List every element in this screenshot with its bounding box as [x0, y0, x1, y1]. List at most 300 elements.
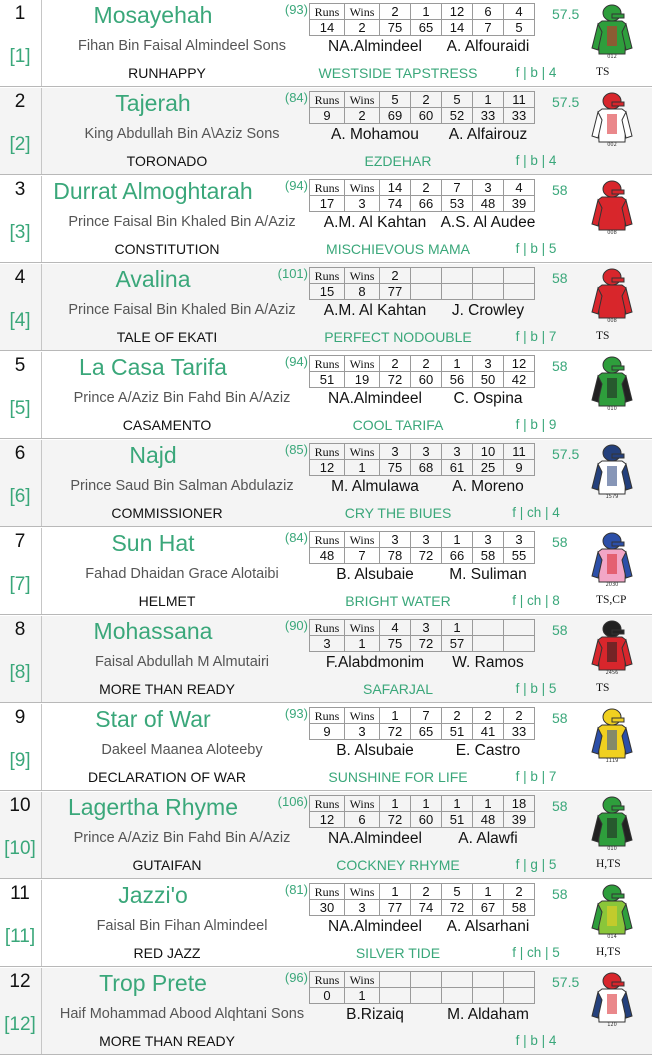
svg-text:002: 002 [607, 142, 617, 148]
stat-cell [504, 284, 535, 300]
jockey-name[interactable]: NA.Almindeel [328, 830, 422, 847]
form-info: f | b | 4 [515, 1033, 557, 1048]
stat-cell [504, 636, 535, 652]
runner-row[interactable] [0, 704, 652, 791]
draw-number: [10] [4, 838, 36, 859]
draw-number: [7] [9, 574, 31, 595]
stat-cell: 1 [345, 988, 380, 1004]
wins-label: Wins [345, 356, 380, 372]
stat-cell: 33 [504, 724, 535, 740]
silk-icon [588, 532, 636, 588]
stat-cell [473, 636, 504, 652]
stat-cell: 17 [310, 196, 345, 212]
svg-text:1579: 1579 [605, 494, 619, 500]
silk-icon [588, 4, 636, 60]
svg-text:010: 010 [607, 846, 617, 852]
stat-cell: 30 [310, 900, 345, 916]
owner-name: Faisal Abdullah M Almutairi [94, 654, 270, 670]
stat-cell: 4 [504, 180, 535, 196]
stat-cell: 72 [411, 636, 442, 652]
svg-text:008: 008 [607, 230, 617, 236]
sire-name: CASAMENTO [122, 417, 212, 433]
stat-cell: 8 [345, 284, 380, 300]
horse-name[interactable]: Lagertha Rhyme [67, 794, 239, 820]
weight: 58 [552, 622, 568, 638]
stat-cell: 75 [380, 636, 411, 652]
form-info: f | b | 9 [515, 417, 557, 432]
jockey-silk-icon [588, 356, 636, 412]
runner-number: 12 [9, 971, 31, 992]
horse-name[interactable]: Tajerah [115, 90, 191, 116]
form-info: f | b | 7 [515, 329, 557, 344]
stat-cell: 77 [380, 900, 411, 916]
trainer-name[interactable]: M. Aldaham [447, 1006, 529, 1023]
stat-cell: 5 [380, 92, 411, 108]
owner-name: Haif Mohammad Abood Alqhtani Sons [59, 1006, 305, 1022]
stat-cell: 67 [473, 900, 504, 916]
stat-cell [473, 284, 504, 300]
horse-name[interactable]: Mosayehah [93, 2, 213, 28]
svg-text:008: 008 [607, 318, 617, 324]
trainer-name[interactable]: A.S. Al Audee [440, 214, 536, 231]
stat-cell: 9 [310, 108, 345, 124]
runner-row[interactable] [0, 88, 652, 175]
stats-table [309, 971, 535, 1004]
stat-cell [442, 268, 473, 284]
svg-text:010: 010 [607, 406, 617, 412]
equipment: H,TS [596, 858, 621, 870]
stat-cell: 1 [380, 796, 411, 812]
horse-name[interactable]: Najd [129, 442, 177, 468]
jockey-silk-icon [588, 708, 636, 764]
weight: 58 [552, 270, 568, 286]
equipment: TS [596, 66, 610, 78]
horse-name[interactable]: Jazzi'o [118, 882, 188, 908]
form-info: f | b | 5 [515, 681, 557, 696]
stat-cell: 58 [473, 548, 504, 564]
jockey-name[interactable]: B. Alsubaie [336, 742, 414, 759]
runner-number: 1 [14, 3, 26, 24]
jockey-name[interactable]: A. Mohamou [331, 126, 419, 143]
stat-cell [411, 972, 442, 988]
horse-name[interactable]: Mohassana [93, 618, 213, 644]
stat-cell: 2 [473, 708, 504, 724]
weight: 58 [552, 358, 568, 374]
sire-name: CONSTITUTION [114, 241, 220, 257]
stat-cell [473, 268, 504, 284]
trainer-name[interactable]: M. Suliman [449, 566, 527, 583]
stat-cell: 60 [411, 108, 442, 124]
owner-name: Prince Faisal Bin Khaled Bin A/Aziz [68, 302, 296, 318]
stat-cell: 2 [380, 268, 411, 284]
stat-cell: 72 [380, 724, 411, 740]
draw-number: [9] [9, 750, 31, 771]
weight: 57.5 [552, 6, 580, 22]
stat-cell: 18 [504, 796, 535, 812]
rating: (84) [284, 530, 308, 545]
dam-name: WESTSIDE TAPSTRESS [318, 65, 478, 81]
stat-cell: 72 [411, 548, 442, 564]
stat-cell: 1 [473, 92, 504, 108]
wins-label: Wins [345, 4, 380, 20]
form-info: f | g | 5 [515, 857, 557, 872]
weight: 57.5 [552, 446, 580, 462]
dam-name: EZDEHAR [364, 153, 432, 169]
sire-name: TALE OF EKATI [116, 329, 218, 345]
runner-number: 4 [14, 267, 26, 288]
svg-text:1119: 1119 [605, 758, 619, 764]
stat-cell: 3 [473, 356, 504, 372]
silk-icon [588, 92, 636, 148]
runs-label: Runs [310, 708, 345, 724]
stat-cell: 1 [442, 356, 473, 372]
runs-label: Runs [310, 4, 345, 20]
jockey-name[interactable]: B.Rizaiq [346, 1006, 404, 1023]
trainer-name[interactable]: J. Crowley [451, 302, 525, 319]
stat-cell: 74 [380, 196, 411, 212]
runner-row[interactable] [0, 0, 652, 87]
runner-row[interactable] [0, 880, 652, 967]
horse-name[interactable]: La Casa Tarifa [79, 354, 227, 380]
silk-icon [588, 444, 636, 500]
stat-cell: 12 [442, 4, 473, 20]
draw-number: [8] [9, 662, 31, 683]
runner-row[interactable] [0, 264, 652, 351]
runs-label: Runs [310, 356, 345, 372]
stat-cell: 69 [380, 108, 411, 124]
stat-cell: 19 [345, 372, 380, 388]
sire-name: RUNHAPPY [128, 65, 206, 81]
stat-cell: 1 [442, 620, 473, 636]
stat-cell: 65 [411, 724, 442, 740]
stat-cell: 14 [442, 20, 473, 36]
dam-name: BRIGHT WATER [345, 593, 451, 609]
form-info: f | ch | 4 [512, 505, 560, 520]
runs-label: Runs [310, 92, 345, 108]
stat-cell: 61 [442, 460, 473, 476]
stat-cell: 1 [473, 884, 504, 900]
rating: (90) [284, 618, 308, 633]
stat-cell: 15 [310, 284, 345, 300]
stat-cell: 3 [473, 532, 504, 548]
stat-cell: 2 [411, 180, 442, 196]
stat-cell: 1 [442, 532, 473, 548]
wins-label: Wins [345, 268, 380, 284]
stats-table [309, 91, 535, 124]
draw-number: [4] [9, 310, 31, 331]
stat-cell: 11 [504, 92, 535, 108]
stat-cell: 3 [345, 724, 380, 740]
stat-cell: 48 [310, 548, 345, 564]
stat-cell [504, 620, 535, 636]
stat-cell: 2 [345, 20, 380, 36]
rating: (84) [284, 90, 308, 105]
runner-number: 9 [14, 707, 26, 728]
trainer-name[interactable]: W. Ramos [452, 654, 524, 671]
stat-cell: 12 [310, 812, 345, 828]
form-info: f | b | 7 [515, 769, 557, 784]
stat-cell: 77 [380, 284, 411, 300]
trainer-name[interactable]: C. Ospina [453, 390, 523, 407]
svg-text:2456: 2456 [605, 670, 619, 676]
owner-name: Dakeel Maanea Aloteeby [101, 742, 263, 758]
stat-cell: 3 [411, 532, 442, 548]
silk-icon [588, 796, 636, 852]
jockey-name[interactable]: A.M. Al Kahtan [323, 214, 427, 231]
stat-cell [442, 972, 473, 988]
sire-name: HELMET [138, 593, 196, 609]
runner-row[interactable] [0, 528, 652, 615]
wins-label: Wins [345, 180, 380, 196]
jockey-silk-icon [588, 268, 636, 324]
stat-cell: 57 [442, 636, 473, 652]
stat-cell [504, 268, 535, 284]
stat-cell: 66 [411, 196, 442, 212]
stat-cell: 3 [473, 180, 504, 196]
stat-cell [504, 972, 535, 988]
stat-cell: 33 [504, 108, 535, 124]
stat-cell: 25 [473, 460, 504, 476]
stat-cell: 3 [345, 900, 380, 916]
stat-cell: 14 [310, 20, 345, 36]
wins-label: Wins [345, 92, 380, 108]
runs-label: Runs [310, 180, 345, 196]
stat-cell: 1 [442, 796, 473, 812]
trainer-name[interactable]: E. Castro [455, 742, 521, 759]
trainer-name[interactable]: A. Alfouraidi [446, 38, 530, 55]
jockey-name[interactable]: NA.Almindeel [328, 918, 422, 935]
stat-cell: 1 [380, 708, 411, 724]
runs-label: Runs [310, 796, 345, 812]
weight: 57.5 [552, 974, 580, 990]
stat-cell: 3 [310, 636, 345, 652]
stat-cell: 1 [411, 4, 442, 20]
stat-cell [473, 988, 504, 1004]
dam-name: SUNSHINE FOR LIFE [328, 769, 468, 785]
sire-name: RED JAZZ [133, 945, 201, 961]
stats-table [309, 443, 535, 476]
sire-name: DECLARATION OF WAR [88, 769, 246, 785]
stat-cell: 51 [442, 812, 473, 828]
stat-cell: 2 [345, 108, 380, 124]
stat-cell: 2 [411, 884, 442, 900]
runner-number: 6 [14, 443, 26, 464]
silk-icon [588, 180, 636, 236]
stat-cell: 60 [411, 812, 442, 828]
stat-cell: 74 [411, 900, 442, 916]
jockey-name[interactable]: NA.Almindeel [328, 390, 422, 407]
stat-cell: 7 [345, 548, 380, 564]
jockey-silk-icon [588, 92, 636, 148]
rating: (93) [284, 706, 308, 721]
horse-name[interactable]: Trop Prete [99, 970, 207, 996]
equipment: TS [596, 682, 610, 694]
stats-table [309, 267, 535, 300]
runner-number: 11 [10, 883, 30, 904]
stat-cell: 3 [380, 444, 411, 460]
jockey-silk-icon [588, 532, 636, 588]
runs-label: Runs [310, 620, 345, 636]
stat-cell: 3 [442, 444, 473, 460]
runner-row[interactable] [0, 352, 652, 439]
jockey-name[interactable]: M. Almulawa [331, 478, 419, 495]
dam-name: COOL TARIFA [352, 417, 444, 433]
wins-label: Wins [345, 972, 380, 988]
wins-label: Wins [345, 708, 380, 724]
stat-cell [473, 620, 504, 636]
owner-name: King Abdullah Bin A\Aziz Sons [84, 126, 280, 142]
stat-cell [473, 972, 504, 988]
horse-name[interactable]: Sun Hat [111, 530, 195, 556]
stat-cell: 2 [380, 356, 411, 372]
sire-name: TORONADO [126, 153, 208, 169]
runner-row[interactable] [0, 792, 652, 879]
jockey-name[interactable]: B. Alsubaie [336, 566, 414, 583]
owner-name: Fihan Bin Faisal Almindeel Sons [78, 38, 286, 54]
stat-cell: 6 [473, 4, 504, 20]
horse-name[interactable]: Star of War [95, 706, 211, 732]
rating: (106) [277, 794, 308, 809]
runs-label: Runs [310, 972, 345, 988]
equipment: TS,CP [596, 594, 627, 606]
stat-cell: 7 [473, 20, 504, 36]
stat-cell: 2 [411, 92, 442, 108]
dam-name: SILVER TIDE [355, 945, 441, 961]
stat-cell: 48 [473, 812, 504, 828]
stats-table [309, 179, 535, 212]
rating: (94) [284, 354, 308, 369]
sire-name: MORE THAN READY [99, 681, 235, 697]
runner-row[interactable] [0, 440, 652, 527]
stat-cell: 3 [411, 620, 442, 636]
draw-number: [5] [9, 398, 31, 419]
trainer-name[interactable]: A. Alfairouz [448, 126, 528, 143]
form-info: f | b | 4 [515, 153, 557, 168]
stat-cell: 0 [310, 988, 345, 1004]
jockey-name[interactable]: NA.Almindeel [328, 38, 422, 55]
stat-cell: 4 [504, 4, 535, 20]
draw-number: [1] [9, 46, 31, 67]
runner-number: 2 [14, 91, 26, 112]
runner-row[interactable] [0, 176, 652, 263]
draw-number: [3] [9, 222, 31, 243]
stat-cell: 4 [380, 620, 411, 636]
form-info: f | b | 5 [515, 241, 557, 256]
runner-row[interactable] [0, 968, 652, 1055]
equipment: H,TS [596, 946, 621, 958]
stat-cell: 33 [473, 108, 504, 124]
owner-name: Prince A/Aziz Bin Fahd Bin A/Aziz [73, 830, 291, 846]
stats-table [309, 3, 535, 36]
stat-cell: 72 [380, 812, 411, 828]
stat-cell: 3 [380, 532, 411, 548]
stat-cell: 12 [310, 460, 345, 476]
rating: (94) [284, 178, 308, 193]
owner-name: Prince Saud Bin Salman Abdulaziz [70, 478, 294, 494]
dam-name: MISCHIEVOUS MAMA [326, 241, 470, 257]
sire-name: GUTAIFAN [132, 857, 202, 873]
draw-number: [2] [9, 134, 31, 155]
stat-cell [442, 284, 473, 300]
weight: 58 [552, 710, 568, 726]
stat-cell: 39 [504, 196, 535, 212]
stats-table [309, 707, 535, 740]
stat-cell: 2 [504, 708, 535, 724]
silk-icon [588, 620, 636, 676]
weight: 58 [552, 886, 568, 902]
stat-cell: 75 [380, 460, 411, 476]
runner-number: 10 [9, 795, 31, 816]
stat-cell: 1 [380, 884, 411, 900]
horse-name[interactable]: Durrat Almoghtarah [53, 178, 253, 204]
dam-name: COCKNEY RHYME [336, 857, 460, 873]
owner-name: Prince Faisal Bin Khaled Bin A/Aziz [68, 214, 296, 230]
draw-number: [11] [4, 926, 36, 947]
silk-icon [588, 884, 636, 940]
runner-number: 7 [14, 531, 26, 552]
svg-text:120: 120 [607, 1022, 617, 1028]
dam-name: PERFECT NODOUBLE [324, 329, 472, 345]
stat-cell: 56 [442, 372, 473, 388]
jockey-silk-icon [588, 620, 636, 676]
divider [0, 1052, 652, 1056]
stat-cell: 1 [345, 636, 380, 652]
stat-cell: 41 [473, 724, 504, 740]
runner-row[interactable] [0, 616, 652, 703]
silk-icon [588, 356, 636, 412]
rating: (96) [284, 970, 308, 985]
stat-cell [442, 988, 473, 1004]
stat-cell [411, 988, 442, 1004]
stat-cell: 50 [473, 372, 504, 388]
horse-name[interactable]: Avalina [115, 266, 191, 292]
stat-cell: 11 [504, 444, 535, 460]
stat-cell [411, 284, 442, 300]
stat-cell: 9 [504, 460, 535, 476]
jockey-name[interactable]: A.M. Al Kahtan [323, 302, 427, 319]
rating: (81) [284, 882, 308, 897]
stat-cell: 1 [411, 796, 442, 812]
stat-cell: 58 [504, 900, 535, 916]
wins-label: Wins [345, 444, 380, 460]
stat-cell [380, 988, 411, 1004]
silk-icon [588, 268, 636, 324]
weight: 58 [552, 534, 568, 550]
stat-cell: 6 [345, 812, 380, 828]
stat-cell: 5 [442, 92, 473, 108]
stat-cell: 7 [411, 708, 442, 724]
weight: 57.5 [552, 94, 580, 110]
runs-label: Runs [310, 532, 345, 548]
stats-table [309, 883, 535, 916]
stat-cell: 51 [442, 724, 473, 740]
owner-name: Prince A/Aziz Bin Fahd Bin A/Aziz [73, 390, 291, 406]
jockey-silk-icon [588, 4, 636, 60]
jockey-name[interactable]: F.Alabdmonim [325, 654, 425, 671]
stat-cell: 12 [504, 356, 535, 372]
stat-cell: 3 [504, 532, 535, 548]
trainer-name[interactable]: A. Moreno [452, 478, 524, 495]
stats-table [309, 795, 535, 828]
dam-name: SAFARJAL [362, 681, 434, 697]
stat-cell: 66 [442, 548, 473, 564]
stats-table [309, 619, 535, 652]
trainer-name[interactable]: A. Alawfi [458, 830, 518, 847]
trainer-name[interactable]: A. Alsarhani [446, 918, 530, 935]
form-info: f | ch | 5 [512, 945, 560, 960]
stat-cell [380, 972, 411, 988]
stat-cell: 51 [310, 372, 345, 388]
